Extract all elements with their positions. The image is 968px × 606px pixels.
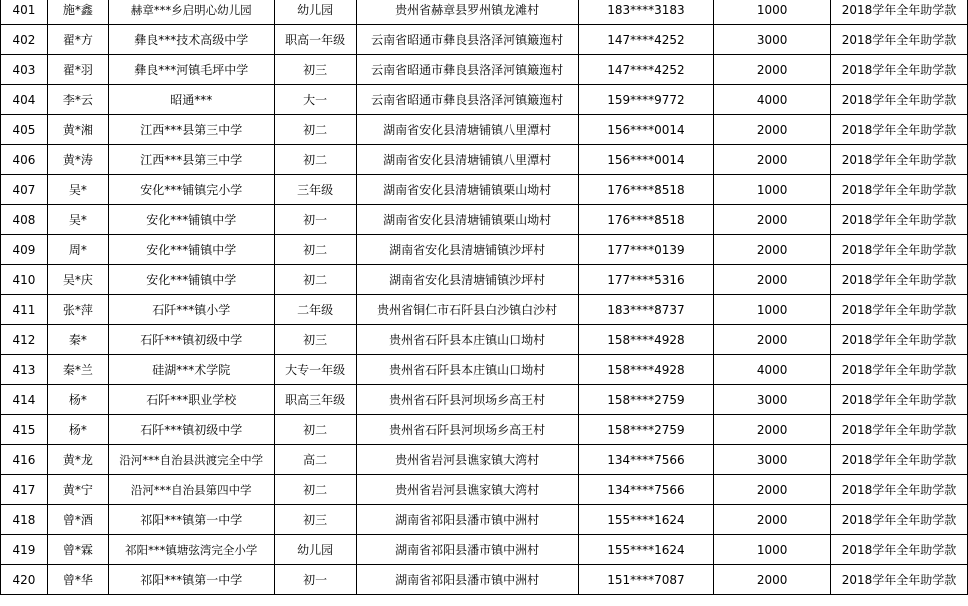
row-number-cell: 419: [1, 535, 48, 565]
name-cell: 周*: [47, 235, 108, 265]
school-cell: 硅湖***术学院: [108, 355, 274, 385]
grade-cell: 二年级: [274, 295, 356, 325]
phone-cell: 158****2759: [578, 385, 714, 415]
address-cell: 贵州省石阡县河坝场乡高王村: [356, 385, 578, 415]
row-number-cell: 404: [1, 85, 48, 115]
address-cell: 贵州省石阡县本庄镇山口坳村: [356, 355, 578, 385]
phone-cell: 134****7566: [578, 445, 714, 475]
school-cell: 安化***铺镇完小学: [108, 175, 274, 205]
school-cell: 石阡***镇初级中学: [108, 415, 274, 445]
grade-cell: 大专一年级: [274, 355, 356, 385]
row-number-cell: 408: [1, 205, 48, 235]
payment-type-cell: 2018学年全年助学款: [831, 205, 968, 235]
address-cell: 湖南省安化县清塘铺镇沙坪村: [356, 265, 578, 295]
address-cell: 湖南省安化县清塘铺镇沙坪村: [356, 235, 578, 265]
amount-cell: 4000: [714, 355, 831, 385]
address-cell: 贵州省石阡县河坝场乡高王村: [356, 415, 578, 445]
amount-cell: 3000: [714, 25, 831, 55]
school-cell: 江西***县第三中学: [108, 115, 274, 145]
address-cell: 贵州省岩河县谯家镇大湾村: [356, 445, 578, 475]
name-cell: 翟*羽: [47, 55, 108, 85]
school-cell: 安化***铺镇中学: [108, 205, 274, 235]
amount-cell: 1000: [714, 0, 831, 25]
address-cell: 云南省昭通市彝良县洛泽河镇簸迤村: [356, 85, 578, 115]
grade-cell: 初三: [274, 325, 356, 355]
row-number-cell: 412: [1, 325, 48, 355]
payment-type-cell: 2018学年全年助学款: [831, 505, 968, 535]
payment-type-cell: 2018学年全年助学款: [831, 85, 968, 115]
name-cell: 李*云: [47, 85, 108, 115]
amount-cell: 2000: [714, 505, 831, 535]
grade-cell: 幼儿园: [274, 535, 356, 565]
amount-cell: 2000: [714, 145, 831, 175]
payment-type-cell: 2018学年全年助学款: [831, 235, 968, 265]
table-row: [1, 175, 968, 205]
payment-type-cell: 2018学年全年助学款: [831, 445, 968, 475]
amount-cell: 1000: [714, 535, 831, 565]
school-cell: 石阡***镇初级中学: [108, 325, 274, 355]
school-cell: 石阡***镇小学: [108, 295, 274, 325]
phone-cell: 151****7087: [578, 565, 714, 595]
payment-type-cell: 2018学年全年助学款: [831, 175, 968, 205]
table-row: [1, 145, 968, 175]
payment-type-cell: 2018学年全年助学款: [831, 0, 968, 25]
grade-cell: 初二: [274, 145, 356, 175]
table-row: [1, 115, 968, 145]
name-cell: 黄*龙: [47, 445, 108, 475]
grade-cell: 初二: [274, 115, 356, 145]
payment-type-cell: 2018学年全年助学款: [831, 355, 968, 385]
amount-cell: 2000: [714, 265, 831, 295]
phone-cell: 176****8518: [578, 175, 714, 205]
grade-cell: 高二: [274, 445, 356, 475]
address-cell: 贵州省铜仁市石阡县白沙镇白沙村: [356, 295, 578, 325]
payment-type-cell: 2018学年全年助学款: [831, 115, 968, 145]
row-number-cell: 406: [1, 145, 48, 175]
address-cell: 贵州省石阡县本庄镇山口坳村: [356, 325, 578, 355]
payment-type-cell: 2018学年全年助学款: [831, 385, 968, 415]
address-cell: 湖南省祁阳县潘市镇中洲村: [356, 535, 578, 565]
row-number-cell: 414: [1, 385, 48, 415]
grade-cell: 初一: [274, 205, 356, 235]
row-number-cell: 411: [1, 295, 48, 325]
payment-type-cell: 2018学年全年助学款: [831, 265, 968, 295]
row-number-cell: 401: [1, 0, 48, 25]
school-cell: 彝良***河镇毛坪中学: [108, 55, 274, 85]
grade-cell: 初一: [274, 565, 356, 595]
grade-cell: 初二: [274, 235, 356, 265]
address-cell: 云南省昭通市彝良县洛泽河镇簸迤村: [356, 55, 578, 85]
amount-cell: 1000: [714, 295, 831, 325]
phone-cell: 158****2759: [578, 415, 714, 445]
table-row: [1, 505, 968, 535]
row-number-cell: 418: [1, 505, 48, 535]
phone-cell: 155****1624: [578, 535, 714, 565]
name-cell: 曾*华: [47, 565, 108, 595]
name-cell: 施*鑫: [47, 0, 108, 25]
table-row: [1, 205, 968, 235]
amount-cell: 2000: [714, 205, 831, 235]
school-cell: 彝良***技术高级中学: [108, 25, 274, 55]
name-cell: 黄*涛: [47, 145, 108, 175]
school-cell: 祁阳***镇第一中学: [108, 565, 274, 595]
amount-cell: 2000: [714, 415, 831, 445]
table-row: [1, 25, 968, 55]
address-cell: 湖南省祁阳县潘市镇中洲村: [356, 505, 578, 535]
school-cell: 祁阳***镇第一中学: [108, 505, 274, 535]
phone-cell: 156****0014: [578, 145, 714, 175]
school-cell: 安化***铺镇中学: [108, 265, 274, 295]
school-cell: 江西***县第三中学: [108, 145, 274, 175]
table-row: [1, 385, 968, 415]
payment-type-cell: 2018学年全年助学款: [831, 475, 968, 505]
amount-cell: 2000: [714, 325, 831, 355]
table-row: [1, 415, 968, 445]
payment-type-cell: 2018学年全年助学款: [831, 295, 968, 325]
address-cell: 湖南省安化县清塘铺镇八里潭村: [356, 145, 578, 175]
row-number-cell: 402: [1, 25, 48, 55]
row-number-cell: 407: [1, 175, 48, 205]
table-row: [1, 565, 968, 595]
school-cell: 沿河***自治县第四中学: [108, 475, 274, 505]
address-cell: 湖南省安化县清塘铺镇栗山坳村: [356, 175, 578, 205]
payment-type-cell: 2018学年全年助学款: [831, 145, 968, 175]
name-cell: 黄*宁: [47, 475, 108, 505]
address-cell: 贵州省岩河县谯家镇大湾村: [356, 475, 578, 505]
name-cell: 翟*方: [47, 25, 108, 55]
table-row: [1, 355, 968, 385]
amount-cell: 2000: [714, 55, 831, 85]
table-row: [1, 55, 968, 85]
grade-cell: 初二: [274, 475, 356, 505]
grade-cell: 初二: [274, 265, 356, 295]
phone-cell: 158****4928: [578, 355, 714, 385]
name-cell: 秦*: [47, 325, 108, 355]
row-number-cell: 403: [1, 55, 48, 85]
row-number-cell: 416: [1, 445, 48, 475]
grade-cell: 大一: [274, 85, 356, 115]
address-cell: 湖南省安化县清塘铺镇八里潭村: [356, 115, 578, 145]
phone-cell: 183****8737: [578, 295, 714, 325]
name-cell: 杨*: [47, 385, 108, 415]
table-row: [1, 265, 968, 295]
school-cell: 安化***铺镇中学: [108, 235, 274, 265]
payment-type-cell: 2018学年全年助学款: [831, 325, 968, 355]
amount-cell: 3000: [714, 445, 831, 475]
grade-cell: 初三: [274, 55, 356, 85]
amount-cell: 2000: [714, 235, 831, 265]
table-row: [1, 475, 968, 505]
grade-cell: 初二: [274, 415, 356, 445]
name-cell: 曾*霖: [47, 535, 108, 565]
phone-cell: 176****8518: [578, 205, 714, 235]
name-cell: 吴*: [47, 205, 108, 235]
amount-cell: 2000: [714, 475, 831, 505]
row-number-cell: 409: [1, 235, 48, 265]
address-cell: 贵州省赫章县罗州镇龙滩村: [356, 0, 578, 25]
amount-cell: 4000: [714, 85, 831, 115]
amount-cell: 2000: [714, 565, 831, 595]
row-number-cell: 405: [1, 115, 48, 145]
payment-type-cell: 2018学年全年助学款: [831, 565, 968, 595]
address-cell: 云南省昭通市彝良县洛泽河镇簸迤村: [356, 25, 578, 55]
name-cell: 吴*: [47, 175, 108, 205]
table-row: [1, 85, 968, 115]
name-cell: 秦*兰: [47, 355, 108, 385]
phone-cell: 159****9772: [578, 85, 714, 115]
row-number-cell: 415: [1, 415, 48, 445]
grade-cell: 三年级: [274, 175, 356, 205]
table-row: [1, 235, 968, 265]
school-cell: 赫章***乡启明心幼儿园: [108, 0, 274, 25]
table-row: [1, 325, 968, 355]
phone-cell: 147****4252: [578, 25, 714, 55]
phone-cell: 158****4928: [578, 325, 714, 355]
row-number-cell: 413: [1, 355, 48, 385]
amount-cell: 3000: [714, 385, 831, 415]
school-cell: 沿河***自治县洪渡完全中学: [108, 445, 274, 475]
grade-cell: 初三: [274, 505, 356, 535]
name-cell: 黄*湘: [47, 115, 108, 145]
phone-cell: 177****5316: [578, 265, 714, 295]
row-number-cell: 420: [1, 565, 48, 595]
row-number-cell: 417: [1, 475, 48, 505]
row-number-cell: 410: [1, 265, 48, 295]
table-row: [1, 535, 968, 565]
payment-type-cell: 2018学年全年助学款: [831, 55, 968, 85]
payment-type-cell: 2018学年全年助学款: [831, 535, 968, 565]
name-cell: 杨*: [47, 415, 108, 445]
phone-cell: 134****7566: [578, 475, 714, 505]
table-row: [1, 295, 968, 325]
amount-cell: 2000: [714, 115, 831, 145]
name-cell: 曾*酒: [47, 505, 108, 535]
payment-type-cell: 2018学年全年助学款: [831, 415, 968, 445]
phone-cell: 183****3183: [578, 0, 714, 25]
phone-cell: 147****4252: [578, 55, 714, 85]
phone-cell: 155****1624: [578, 505, 714, 535]
payment-type-cell: 2018学年全年助学款: [831, 25, 968, 55]
phone-cell: 156****0014: [578, 115, 714, 145]
table-row: [1, 445, 968, 475]
school-cell: 昭通***: [108, 85, 274, 115]
name-cell: 张*萍: [47, 295, 108, 325]
school-cell: 祁阳***镇塘弦湾完全小学: [108, 535, 274, 565]
phone-cell: 177****0139: [578, 235, 714, 265]
grade-cell: 幼儿园: [274, 0, 356, 25]
address-cell: 湖南省安化县清塘铺镇栗山坳村: [356, 205, 578, 235]
address-cell: 湖南省祁阳县潘市镇中洲村: [356, 565, 578, 595]
grade-cell: 职高一年级: [274, 25, 356, 55]
table-row: [1, 0, 968, 25]
school-cell: 石阡***职业学校: [108, 385, 274, 415]
name-cell: 吴*庆: [47, 265, 108, 295]
amount-cell: 1000: [714, 175, 831, 205]
grade-cell: 职高三年级: [274, 385, 356, 415]
